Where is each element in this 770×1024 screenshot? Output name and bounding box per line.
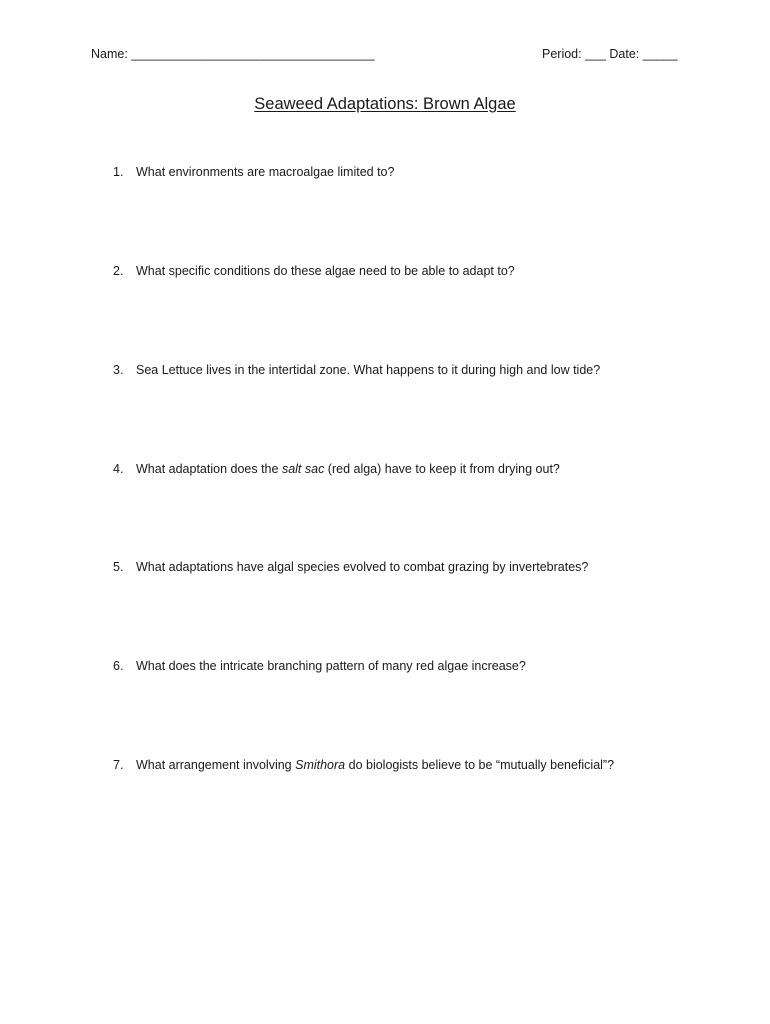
period-date-line: Period: ___ Date: _____ — [542, 47, 678, 61]
question-text-start: What arrangement involving — [136, 758, 296, 772]
question-italic-term: salt sac — [281, 462, 325, 476]
question-text: What specific conditions do these algae need to be able to adapt to? — [136, 264, 515, 278]
question-item — [113, 560, 588, 574]
question-number: 6. — [113, 659, 124, 673]
question-number: 7. — [113, 758, 124, 772]
question-text: What adaptations have algal species evolved to combat grazing by invertebrates? — [136, 560, 589, 574]
question-number: 4. — [113, 462, 124, 476]
question-item — [113, 363, 600, 377]
question-number: 3. — [113, 363, 124, 377]
question-item — [113, 264, 515, 278]
question-italic-term: Smithora — [295, 758, 346, 772]
question-number: 2. — [113, 264, 124, 278]
question-text-end: do biologists believe to be “mutually beneficial”? — [345, 758, 615, 772]
question-item — [113, 659, 526, 673]
question-text: What does the intricate branching pattern of many red algae increase? — [136, 659, 526, 673]
question-text-start: What adaptation does the — [136, 462, 282, 476]
question-text-end: (red alga) have to keep it from drying out? — [324, 462, 560, 476]
question-text: What environments are macroalgae limited to? — [136, 165, 395, 179]
question-text: Sea Lettuce lives in the intertidal zone. What happens to it during high and low tide? — [136, 363, 601, 377]
question-item — [113, 165, 394, 179]
question-item — [113, 462, 560, 476]
name-line: Name: ___________________________________ — [91, 47, 375, 61]
question-number: 1. — [113, 165, 124, 179]
page-title: Seaweed Adaptations: Brown Algae — [254, 95, 516, 113]
question-number: 5. — [113, 560, 124, 574]
question-item — [113, 758, 614, 772]
